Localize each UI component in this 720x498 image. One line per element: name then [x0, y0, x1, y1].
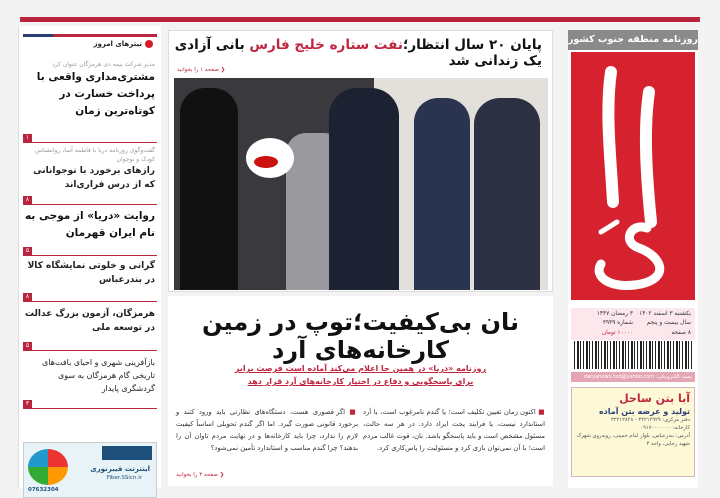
- page-badge: ۸: [23, 196, 32, 204]
- ad-graphic: [28, 449, 68, 485]
- barcode: [574, 341, 692, 369]
- headline-item[interactable]: [23, 208, 155, 242]
- bullet-icon: ■: [535, 408, 545, 416]
- lead-subheadline: روزنامه «دریا» در همین جا اعلام می‌کند آماده است فرصت برابر برای پاسخگویی و دفاع در اختیار کارخانه‌های آرد قرار دهد: [234, 364, 487, 386]
- headline-item[interactable]: [23, 356, 155, 395]
- page-badge: ۸: [23, 293, 32, 301]
- divider: [23, 350, 157, 351]
- headline: بازآفرینی شهری و احیای بافت‌های تاریخی گام هرمزگان به سوی گردشگری پایدار: [42, 358, 155, 393]
- divider: [23, 255, 157, 256]
- headline-highlight: نفت ستاره خلیج فارس: [249, 37, 403, 53]
- continue-link[interactable]: ❮ صفحه ۱ را بخوانید: [177, 67, 226, 73]
- lead-story: [168, 296, 553, 486]
- ad-factory: کارخانه: ۰۹۱۷۰۰۰۰۰۰۰: [640, 425, 690, 431]
- date: یکشنبه ۳ اسفند ۱۴۰۲: [639, 311, 691, 317]
- masthead-tagline: روزنامه منطقه جنوب کشور: [568, 30, 698, 50]
- section-title-text: تیترهای امروز: [93, 40, 142, 48]
- continue-link-text: صفحه ۱ را بخوانید: [177, 67, 219, 73]
- ad-url: Fiber.SSicn.ir: [106, 475, 142, 481]
- headlines-column: [18, 26, 161, 493]
- bullet-dot-icon: [145, 40, 153, 48]
- ad-title: اینترنت فیبرنوری: [90, 465, 150, 473]
- divider: [23, 142, 157, 143]
- headline-item[interactable]: [23, 60, 155, 120]
- column-text: اکنون زمان تعیین تکلیف است؛ یا گندم نامرغوب است، یا آرد استاندارد نیست، یا فرایند پخت ایراد دارد. در هر سه حالت، مسئول مشخص است و باید پاسخگو باشد. نان، قوت غالب مردم است؛ با آن نمی‌توان بازی کرد و مسئولیت را پاس‌کاری کرد.: [363, 408, 545, 452]
- top-story: [168, 30, 553, 292]
- kicker: گفت‌و‌گوی روزنامه دریا با فاطمه آسا، روانشناس کودک و نوجوان: [34, 147, 155, 163]
- year: سال بیست و پنجم: [646, 320, 691, 327]
- ad-address: آدرس: بندرعباس، بلوار امام خمینی، روبه‌روی شهرک شهید رجایی، واحد ۴: [576, 433, 690, 447]
- concrete-ad[interactable]: [571, 387, 695, 477]
- headline-item[interactable]: [23, 146, 155, 192]
- masthead-column: [568, 30, 698, 488]
- issue-info: [571, 308, 695, 340]
- price: ۱۰۰۰۰ تومان: [601, 329, 633, 336]
- page-count: ۸ صفحه: [671, 329, 691, 336]
- section-rule: [23, 34, 157, 37]
- news-photo: [174, 78, 548, 290]
- ad-banner: [102, 446, 152, 460]
- headline: روایت «دریا» از موجی به نام ایران قهرمان: [25, 210, 155, 239]
- page-badge: ۱: [23, 134, 32, 142]
- darya-logo-icon: [571, 52, 695, 300]
- top-rule: [20, 17, 700, 22]
- divider: [23, 408, 157, 409]
- headline: رازهای برخورد با نوجوانانی که از درس فراری‌اند: [33, 166, 155, 190]
- newspaper-logo: [571, 52, 695, 300]
- headline-item[interactable]: [23, 259, 155, 287]
- page-badge: ۳: [23, 400, 32, 408]
- email[interactable]: پست الکترونیکی: daryanews.hsd@yahoo.com: [571, 372, 695, 382]
- continue-link-text: صفحه ۳ را بخوانید: [176, 472, 218, 478]
- lead-column-right: [363, 406, 545, 454]
- page-badge: ۵: [23, 342, 32, 350]
- internet-ad[interactable]: [23, 442, 157, 498]
- top-story-headline[interactable]: [169, 37, 542, 69]
- kicker: مدیر شرکت بیمه دی هرمزگان عنوان کرد: [52, 61, 155, 68]
- headline: هرمزگان، آزمون بزرگ عدالت در توسعه ملی: [25, 309, 155, 333]
- divider: [23, 301, 157, 302]
- page-badge: ۵: [23, 247, 32, 255]
- ad-subtitle: تولید و عرضه بتن آماده: [598, 407, 690, 416]
- issue-number: شماره ۳۹۳۹: [602, 320, 633, 327]
- column-text: اگر قصوری هست، دستگاه‌های نظارتی باید ورود کنند و برخورد قانونی صورت گیرد. اما اگر گندم تحویلی اساساً کیفیت لازم را ندارد، چرا باید کارخانه‌ها و در نهایت مردم تاوان آن را بدهند؟ چرا گندم مناسب و استاندارد تأمین نمی‌شود؟: [176, 408, 358, 452]
- headline: گرانی و خلوتی نمایشگاه کالا در بندرعباس: [27, 261, 155, 285]
- ad-title: آبا بتن ساحل: [619, 392, 690, 405]
- lead-headline[interactable]: نان بی‌کیفیت؛توپ در زمین کارخانه‌های آرد: [201, 308, 520, 364]
- headline-part: بانی آزادی یک زندانی شد: [174, 37, 542, 69]
- hijri-date: ۳ رمضان ۱۴۴۷: [596, 311, 633, 317]
- headline-item[interactable]: [23, 307, 155, 335]
- ad-phone: 07632304: [28, 487, 59, 493]
- bullet-icon: ■: [345, 408, 358, 416]
- headline: مشتری‌مداری واقعی با پرداخت خسارت در کوتاه‌ترین زمان: [36, 71, 155, 117]
- divider: [23, 204, 157, 205]
- lead-column-left: [176, 406, 358, 454]
- section-title: [93, 40, 153, 48]
- continue-link[interactable]: ❮ صفحه ۳ را بخوانید: [176, 472, 225, 478]
- ad-phones: دفتر مرکزی: ۳۲۲۱۲۹۲۹ - ۳۲۲۱۲۸۲۸: [610, 417, 690, 423]
- headline-part: پایان ۲۰ سال انتظار؛: [402, 37, 542, 53]
